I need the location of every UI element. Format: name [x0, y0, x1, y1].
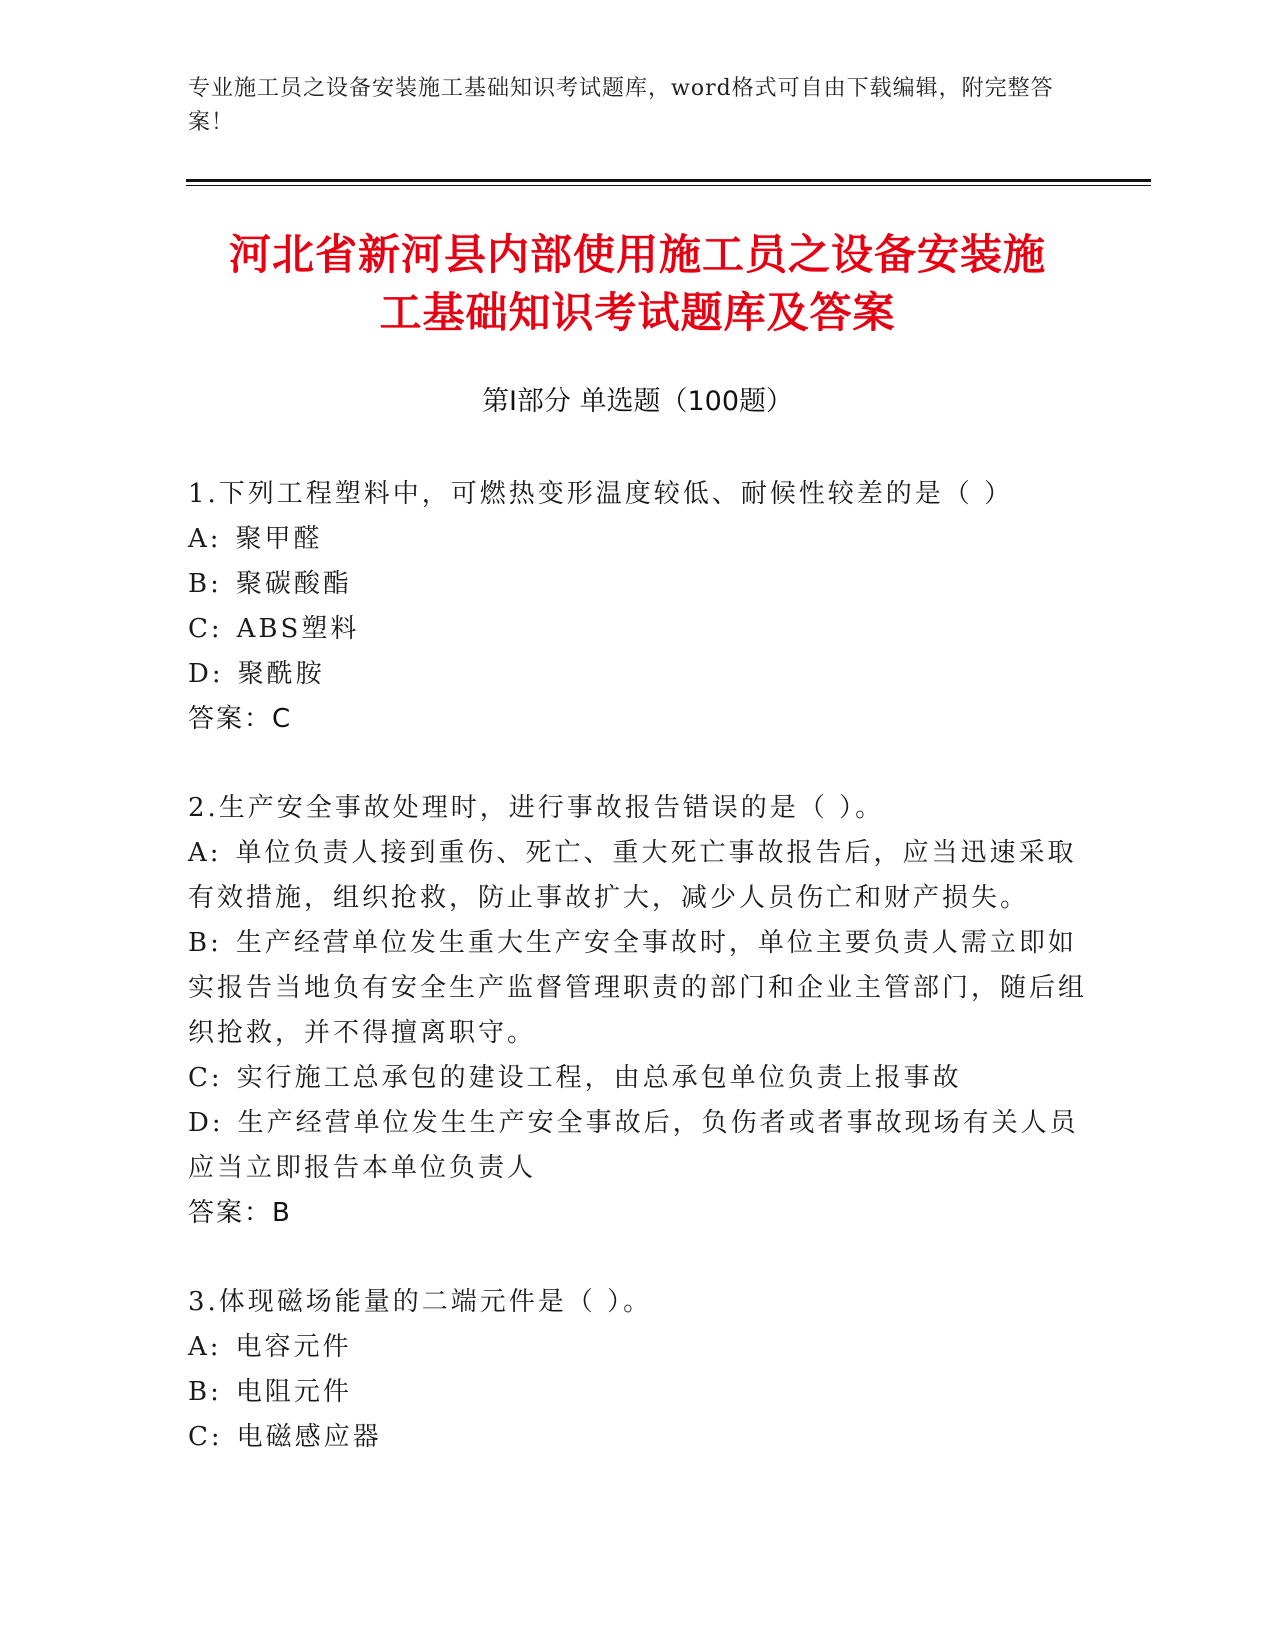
option-text: 聚甲醛: [235, 524, 323, 554]
option-key: C:: [188, 1063, 223, 1093]
option-b: [188, 562, 1088, 607]
option-b: [188, 921, 1088, 1056]
option-text: 电阻元件: [235, 1377, 352, 1407]
document-title: [100, 226, 1175, 342]
question-stem: 1.下列工程塑料中，可燃热变形温度较低、耐候性较差的是（ ）: [188, 479, 1014, 509]
option-key: C:: [188, 1422, 223, 1452]
question-2: [188, 786, 1088, 1236]
question-stem: 3.体现磁场能量的二端元件是（ ）。: [188, 1287, 653, 1317]
option-text: 聚酰胺: [237, 659, 325, 689]
question-stem: 2.生产安全事故处理时，进行事故报告错误的是（ ）。: [188, 793, 885, 823]
header-note: 专业施工员之设备安装施工基础知识考试题库，word格式可自由下载编辑，附完整答案！: [188, 76, 1054, 135]
option-d: [188, 652, 1088, 697]
document-title-line-2: 工基础知识考试题库及答案: [379, 288, 896, 337]
option-a: [188, 1325, 1088, 1370]
option-c: [188, 1056, 1088, 1101]
section-title: 第Ⅰ部分 单选题（100题）: [481, 386, 794, 417]
option-key: A:: [188, 838, 222, 868]
option-c: [188, 1415, 1088, 1460]
answer: 答案：B: [188, 1198, 292, 1228]
option-text: 电磁感应器: [236, 1422, 382, 1452]
question-list: [188, 472, 1088, 1504]
header-divider-thin: [186, 185, 1151, 186]
option-a: [188, 517, 1088, 562]
option-text: 实行施工总承包的建设工程，由总承包单位负责上报事故: [236, 1063, 962, 1093]
option-key: C:: [188, 614, 223, 644]
question-3: [188, 1280, 1088, 1460]
option-b: [188, 1370, 1088, 1415]
option-key: A:: [188, 524, 222, 554]
option-c: [188, 607, 1088, 652]
option-d: [188, 1101, 1088, 1191]
option-key: B:: [188, 1377, 222, 1407]
option-key: A:: [188, 1332, 222, 1362]
option-text: 单位负责人接到重伤、死亡、重大死亡事故报告后，应当迅速采取有效措施，组织抢救，防止事故扩大，减少人员伤亡和财产损失。: [188, 838, 1077, 913]
option-a: [188, 831, 1088, 921]
option-text: 生产经营单位发生生产安全事故后，负伤者或者事故现场有关人员应当立即报告本单位负责人: [188, 1108, 1079, 1183]
option-key: B:: [188, 928, 222, 958]
header-divider-thick: [186, 179, 1151, 182]
question-1: [188, 472, 1088, 742]
option-key: D:: [188, 659, 224, 689]
option-text: 电容元件: [235, 1332, 352, 1362]
option-text: 生产经营单位发生重大生产安全事故时，单位主要负责人需立即如实报告当地负有安全生产监督管理职责的部门和企业主管部门，随后组织抢救，并不得擅离职守。: [188, 928, 1088, 1048]
answer: 答案：C: [188, 704, 293, 734]
option-key: D:: [188, 1108, 224, 1138]
document-title-line-1: 河北省新河县内部使用施工员之设备安装施: [228, 230, 1046, 279]
option-key: B:: [188, 569, 222, 599]
option-text: ABS塑料: [236, 614, 360, 644]
option-text: 聚碳酸酯: [235, 569, 352, 599]
